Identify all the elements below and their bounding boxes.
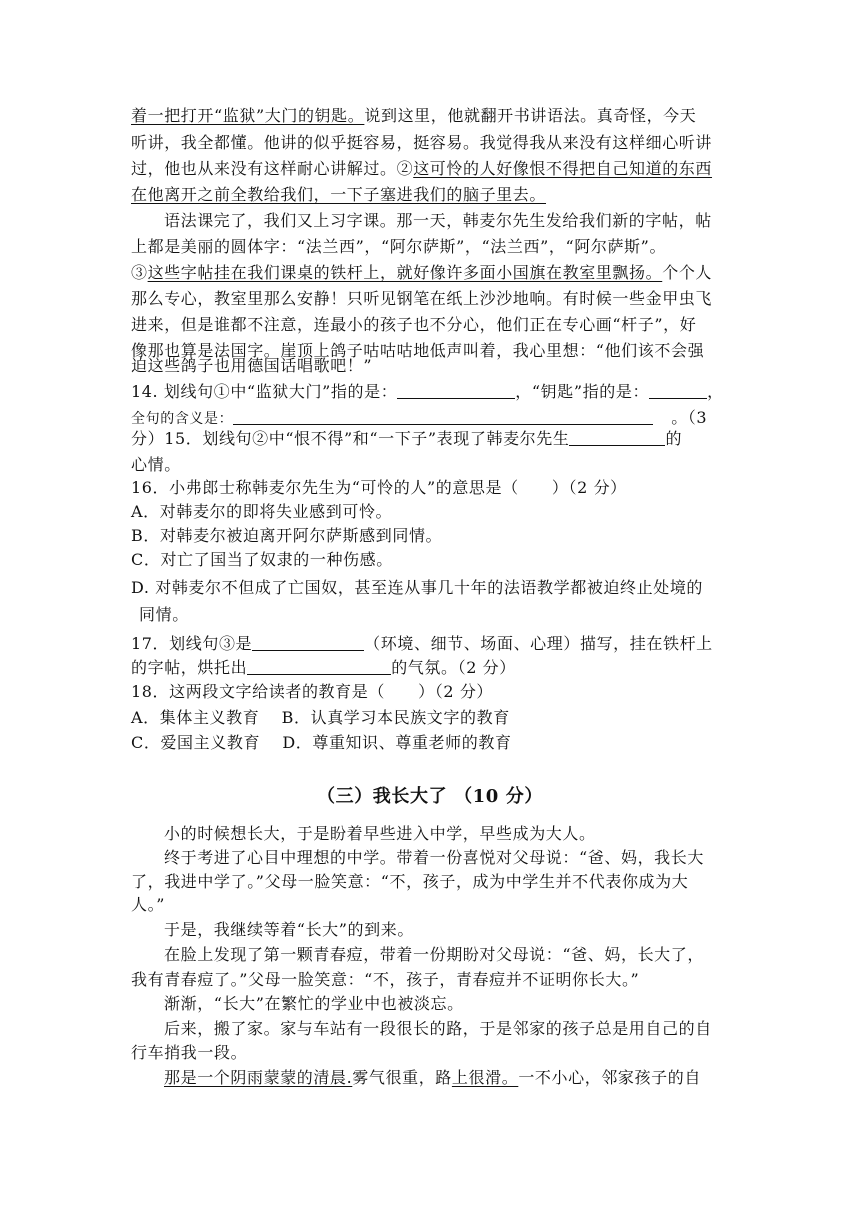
passage-line: 那么专心，教室里那么安静！只听见钢笔在纸上沙沙地响。有时候一些金甲虫飞 [131, 289, 713, 308]
passage-line: 迫这些鸽子也用德国话唱歌吧！” [131, 356, 373, 375]
answer-blank[interactable] [252, 634, 364, 651]
paragraph-line: 了，我进中学了。”父母一脸笑意：“不，孩子，成为中学生并不代表你成为大 [131, 872, 689, 891]
question-18: 18．这两段文字给读者的教育是（ ）（2 分） [131, 682, 494, 701]
option-a: A．对韩麦尔的即将失业感到可怜。 [131, 502, 393, 521]
option-c: C．对亡了国当了奴隶的一种伤感。 [131, 550, 393, 569]
answer-blank[interactable] [649, 382, 707, 399]
paragraph: 于是，我继续等着“长大”的到来。 [164, 920, 414, 939]
paragraph: 后来，搬了家。家与车站有一段很长的路，于是邻家的孩子总是用自己的自 [164, 1019, 712, 1038]
passage-line: 听讲，我全都懂。他讲的似乎挺容易，挺容易。我觉得我从来没有这样细心听讲 [131, 133, 713, 152]
passage-line: 过，他也从来没有这样耐心讲解过。②这可怜的人好像恨不得把自己知道的东西 [131, 159, 713, 178]
passage-line: 语法课完了，我们又上习字课。那一天，韩麦尔先生发给我们新的字帖，帖 [164, 211, 712, 230]
passage-line [131, 183, 546, 207]
section-heading: （三）我长大了 （10 分） [317, 786, 543, 807]
paragraph: 在脸上发现了第一颗青春痘，带着一份期盼对父母说：“爸、妈，长大了， [164, 945, 704, 964]
paragraph: 渐渐，“长大”在繁忙的学业中也被淡忘。 [164, 994, 464, 1013]
paragraph: 那是一个阴雨蒙蒙的清晨.雾气很重，路上很滑。一不小心，邻家孩子的自 [164, 1068, 701, 1087]
answer-blank[interactable] [397, 382, 515, 399]
passage-line: ③这些字帖挂在我们课桌的铁杆上，就好像许多面小国旗在教室里飘扬。个个人 [131, 263, 713, 282]
answer-blank[interactable] [247, 658, 391, 675]
question-17: 17．划线句③是 （环境、细节、场面、心理）描写，挂在铁杆上 [131, 634, 713, 653]
answer-blank[interactable] [569, 429, 665, 446]
options-ab: A．集体主义教育 B．认真学习本民族文字的教育 [131, 708, 510, 727]
question-17-cont: 的字帖，烘托出 的气氛。（2 分） [131, 658, 516, 677]
question-15: 分）15．划线句②中“恨不得”和“一下子”表现了韩麦尔先生 的 [131, 429, 683, 448]
passage-line: 进来，但是谁都不注意，连最小的孩子也不分心，他们正在专心画“杆子”，好 [131, 315, 697, 334]
option-d-cont: 同情。 [139, 605, 189, 624]
underlined-sentence-2: 这可怜的人好像恨不得把自己知道的东西 [413, 159, 713, 178]
underlined-sentence-2-cont: 在他离开之前全教给我们，一下子塞进我们的脑子里去。 [131, 185, 547, 204]
underlined-phrase: 上很滑。 [451, 1068, 519, 1087]
option-d: D. 对韩麦尔不但成了亡国奴，甚至连从事几十年的法语教学都被迫终止处境的 [131, 578, 704, 597]
passage-line: 像那也算是法国字。崖顶上鸽子咕咕咕地低声叫着，我心里想：“他们该不会强 [131, 341, 705, 360]
question-14: 14. 划线句①中“监狱大门”指的是： ，“钥匙”指的是： ， [131, 382, 724, 401]
question-14-meaning: 全句的含义是： 。（3 [131, 408, 708, 427]
passage-line: 上都是美丽的圆体字：“法兰西”，“阿尔萨斯”，“法兰西”，“阿尔萨斯”。 [131, 237, 667, 256]
option-b: B．对韩麦尔被迫离开阿尔萨斯感到同情。 [131, 526, 443, 545]
underlined-phrase: 那是一个阴雨蒙蒙的清晨. [164, 1068, 353, 1087]
underlined-sentence-3: 这些字帖挂在我们课桌的铁杆上，就好像许多面小国旗在教室里飘扬。 [147, 263, 663, 282]
question-15-cont: 心情。 [131, 455, 181, 474]
question-16: 16．小弗郎士称韩麦尔先生为“可怜的人”的意思是（ ）（2 分） [131, 478, 627, 497]
paragraph-line: 人。” [131, 895, 165, 914]
options-cd: C．爱国主义教育 D．尊重知识、尊重老师的教育 [131, 733, 512, 752]
paragraph: 终于考进了心目中理想的中学。带着一份喜悦对父母说：“爸、妈，我长大 [164, 848, 704, 867]
paragraph-line: 行车捎我一段。 [131, 1043, 248, 1062]
answer-blank[interactable] [233, 408, 653, 425]
passage-line: 着一把打开“监狱”大门的钥匙。说到这里，他就翻开书讲语法。真奇怪，今天 [131, 106, 697, 125]
paragraph-line: 我有青春痘了。”父母一脸笑意：“不，孩子，青春痘并不证明你长大。” [131, 970, 640, 989]
paragraph: 小的时候想长大，于是盼着早些进入中学，早些成为大人。 [164, 824, 596, 843]
underlined-sentence-1: 着一把打开“监狱”大门的钥匙。 [131, 106, 365, 125]
